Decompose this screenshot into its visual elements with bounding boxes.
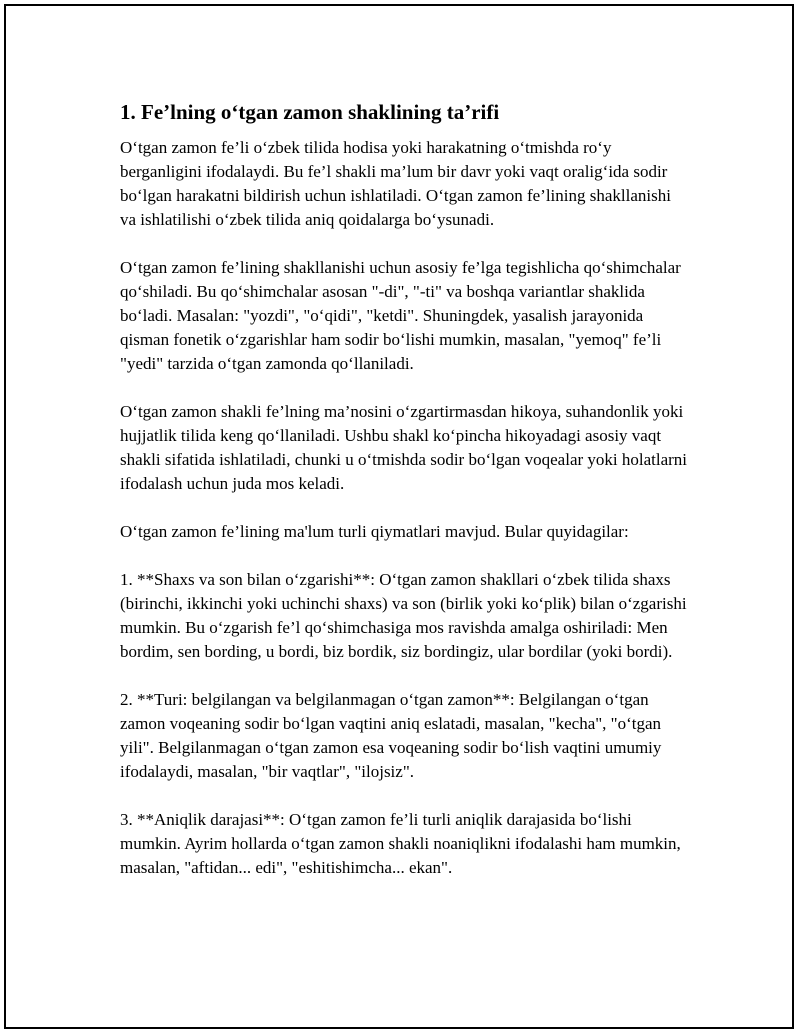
paragraph-values-intro: O‘tgan zamon fe’lining ma'lum turli qiymatlari mavjud. Bular quyidagilar: <box>120 522 629 541</box>
paragraph-usage: O‘tgan zamon shakli fe’lning ma’nosini o‘zgartirmasdan hikoya, suhandonlik yoki hujjatlik tilida keng qo‘llaniladi. Ushbu shakl ko‘pincha hikoyadagi asosiy vaqt shakli sifatida ishlatiladi, chunki u o‘tmishda sodir bo‘lgan voqealar yoki holatlarni ifodalash uchun juda mos keladi. <box>120 402 688 493</box>
list-item-type: 2. **Turi: belgilangan va belgilanmagan o‘tgan zamon**: Belgilangan o‘tgan zamon voqeaning sodir bo‘lgan vaqtini aniq eslatadi, masalan, "kecha", "o‘tgan yili". Belgilanmagan o‘tgan zamon esa voqeaning sodir bo‘lish vaqtini umumiy ifodalaydi, masalan, "bir vaqtlar", "ilojsiz". <box>120 690 662 781</box>
page-frame <box>4 4 794 1029</box>
list-item-certainty: 3. **Aniqlik darajasi**: O‘tgan zamon fe’li turli aniqlik darajasida bo‘lishi mumkin. Ayrim hollarda o‘tgan zamon shakli noaniqlikni ifodalashi ham mumkin, masalan, "aftidan... edi", "eshitishimcha... ekan". <box>120 810 681 877</box>
list-item-person-number: 1. **Shaxs va son bilan o‘zgarishi**: O‘tgan zamon shakllari o‘zbek tilida shaxs (birinchi, ikkinchi yoki uchinchi shaxs) va son (birlik yoki ko‘plik) bilan o‘zgarishi mumkin. Bu o‘zgarish fe’l qo‘shimchasiga mos ravishda amalga oshiriladi: Men bordim, sen bording, u bordi, biz bordik, siz bordingiz, ular bordilar (yoki bordi). <box>120 570 687 661</box>
document-body <box>120 98 690 904</box>
paragraph-definition: O‘tgan zamon fe’li o‘zbek tilida hodisa yoki harakatning o‘tmishda ro‘y berganligini ifodalaydi. Bu fe’l shakli ma’lum bir davr yoki vaqt oralig‘ida sodir bo‘lgan harakatni bildirish uchun ishlatiladi. O‘tgan zamon fe’lining shakllanishi va ishlatilishi o‘zbek tilida aniq qoidalarga bo‘ysunadi. <box>120 138 671 229</box>
section-heading: 1. Fe’lning o‘tgan zamon shaklining ta’rifi <box>120 100 500 124</box>
paragraph-formation: O‘tgan zamon fe’lining shakllanishi uchun asosiy fe’lga tegishlicha qo‘shimchalar qo‘shiladi. Bu qo‘shimchalar asosan "-di", "-ti" va boshqa variantlar shaklida bo‘ladi. Masalan: "yozdi", "o‘qidi", "ketdi". Shuningdek, yasalish jarayonida qisman fonetik o‘zgarishlar ham sodir bo‘lishi mumkin, masalan, "yemoq" fe’li "yedi" tarzida o‘tgan zamonda qo‘llaniladi. <box>120 258 681 373</box>
